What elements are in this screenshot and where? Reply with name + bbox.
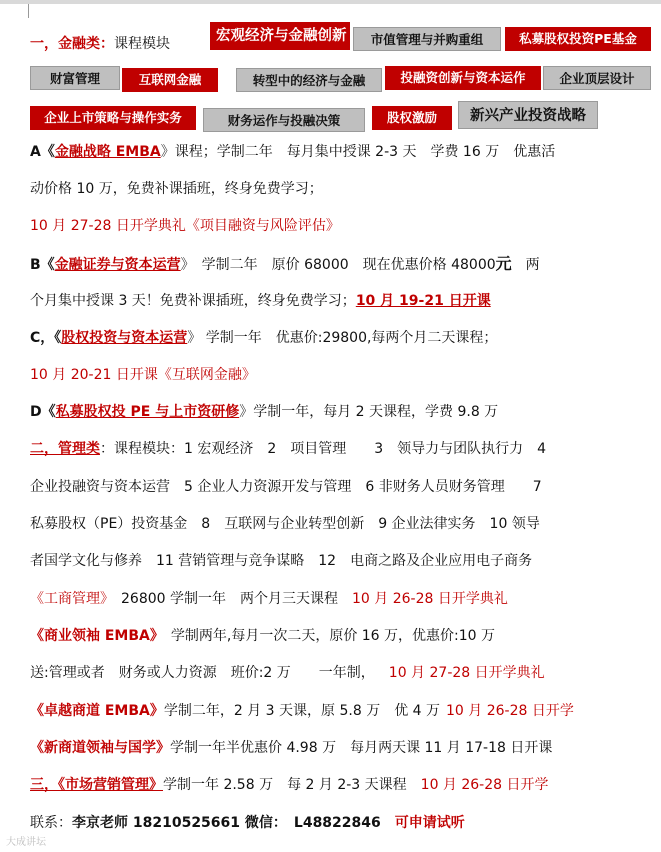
shangye-name: 《商业领袖 EMBA》 bbox=[30, 628, 157, 644]
tag-transition-economy: 转型中的经济与金融 bbox=[236, 68, 382, 92]
watermark: 大成讲坛 bbox=[6, 837, 46, 848]
xinshang-line bbox=[30, 737, 655, 759]
course-b-name: 金融证券与资本运营 bbox=[54, 257, 181, 273]
course-a-opening bbox=[30, 215, 655, 237]
section2-modules-4: 者国学文化与修养 11 营销管理与竞争谋略 12 电商之路及企业应用电子商务 bbox=[30, 553, 533, 569]
tag-emerging-industry: 新兴产业投资战略 bbox=[458, 101, 598, 129]
course-a-line1 bbox=[30, 141, 655, 163]
course-c-details: 》 学制一年 优惠价:29800,每两个月二天课程； bbox=[187, 330, 498, 346]
shangye-details-2: 送:管理或者 财务或人力资源 班价:2 万 一年制， bbox=[30, 665, 375, 681]
zhuoyue-opening: 10 月 26-28 日开学 bbox=[446, 703, 574, 719]
section3-line bbox=[30, 774, 655, 796]
contact-trial: 可申请试听 bbox=[394, 815, 465, 831]
course-c-line1 bbox=[30, 327, 655, 349]
gongshang-line bbox=[30, 588, 655, 610]
shangye-line1 bbox=[30, 625, 655, 647]
course-a-prefix: A《 bbox=[30, 144, 55, 160]
course-d-line1 bbox=[30, 401, 655, 423]
gongshang-opening: 10 月 26-28 日开学典礼 bbox=[352, 591, 508, 607]
course-a-details-2: 动价格 10 万，免费补课插班，终身免费学习； bbox=[30, 181, 323, 197]
shangye-opening: 10 月 27-28 日开学典礼 bbox=[388, 665, 545, 681]
section3-opening: 10 月 26-28 日开学 bbox=[420, 777, 549, 793]
gongshang-name: 《工商管理》 bbox=[30, 591, 107, 607]
gongshang-details: 26800 学制一年 两个月三天课程 bbox=[107, 591, 338, 607]
contact-label: 联系： bbox=[30, 815, 72, 831]
course-c-opening bbox=[30, 364, 655, 386]
tag-top-level-design: 企业顶层设计 bbox=[543, 66, 651, 90]
section3-details: 学制一年 2.58 万 每 2 月 2-3 天课程 bbox=[163, 777, 407, 793]
tag-internet-finance: 互联网金融 bbox=[122, 68, 218, 92]
course-c-opening-text: 10 月 20-21 日开课《互联网金融》 bbox=[30, 367, 256, 383]
tag-investment-innovation: 投融资创新与资本运作 bbox=[385, 66, 541, 90]
section2-line2 bbox=[30, 476, 655, 498]
page-top-border bbox=[0, 0, 661, 4]
section2-modules-2: 企业投融资与资本运营 5 企业人力资源开发与管理 6 非财务人员财务管理 7 bbox=[30, 479, 542, 495]
course-c-prefix: C，《 bbox=[30, 330, 62, 346]
tag-private-equity: 私募股权投资PE基金 bbox=[505, 27, 651, 51]
course-b-opening: 10 月 19-21 日开课 bbox=[355, 293, 491, 309]
section2-heading: 二，管理类 bbox=[30, 441, 100, 457]
course-a-line2 bbox=[30, 178, 655, 200]
section3-heading: 三，《市场营销管理》 bbox=[30, 777, 163, 793]
contact-line bbox=[30, 812, 655, 834]
course-b-line1 bbox=[30, 253, 655, 276]
section2-line1 bbox=[30, 438, 655, 460]
section2-modules-3: 私募股权（PE）投资基金 8 互联网与企业转型创新 9 企业法律实务 10 领导 bbox=[30, 516, 540, 532]
course-a-opening-text: 10 月 27-28 日开学典礼《项目融资与风险评估》 bbox=[30, 218, 340, 234]
course-a-name: 金融战略 EMBA bbox=[54, 144, 161, 160]
section2-line4 bbox=[30, 550, 655, 572]
course-b-tail: 两 bbox=[511, 257, 540, 273]
tag-macro-finance: 宏观经济与金融创新 bbox=[210, 22, 350, 50]
xinshang-name: 《新商道领袖与国学》 bbox=[30, 740, 170, 756]
course-d-name: 私募股权投 PE 与上市资研修 bbox=[55, 404, 240, 420]
contact-teacher: 李京老师 18210525661 微信： L48822846 bbox=[72, 815, 381, 831]
tag-ipo-strategy: 企业上市策略与操作实务 bbox=[30, 106, 196, 130]
course-b-line2 bbox=[30, 290, 655, 312]
xinshang-details: 学制一年半优惠价 4.98 万 每月两天课 11 月 17-18 日开课 bbox=[170, 740, 553, 756]
zhuoyue-name: 《卓越商道 EMBA》 bbox=[30, 703, 164, 719]
zhuoyue-line bbox=[30, 700, 655, 722]
course-d-details: 》学制一年，每月 2 天课程，学费 9.8 万 bbox=[239, 404, 499, 420]
tag-market-value: 市值管理与并购重组 bbox=[353, 27, 501, 51]
course-b-prefix: B《 bbox=[30, 257, 55, 273]
tag-equity-incentive: 股权激励 bbox=[372, 106, 452, 130]
course-c-name: 股权投资与资本运营 bbox=[61, 330, 188, 346]
course-b-unit: 元 bbox=[495, 254, 512, 273]
course-b-details: 》 学制二年 原价 68000 现在优惠价格 48000 bbox=[180, 257, 496, 273]
course-d-prefix: D《 bbox=[30, 404, 56, 420]
section1-heading: 一，金融类： bbox=[30, 36, 114, 52]
section1-intro: 课程模块 bbox=[114, 36, 170, 52]
course-b-details-2: 个月集中授课 3 天！免费补课插班，终身免费学习； bbox=[30, 293, 356, 309]
course-a-details: 》课程；学制二年 每月集中授课 2-3 天 学费 16 万 优惠活 bbox=[160, 144, 556, 160]
tag-finance-decision: 财务运作与投融决策 bbox=[203, 108, 365, 132]
section2-modules-1: ：课程模块：1 宏观经济 2 项目管理 3 领导力与团队执行力 4 bbox=[100, 441, 547, 457]
margin-corner-mark bbox=[28, 4, 29, 18]
zhuoyue-details: 学制二年，2 月 3 天课，原 5.8 万 优 4 万 bbox=[163, 703, 441, 719]
section2-line3 bbox=[30, 513, 655, 535]
tag-wealth-mgmt: 财富管理 bbox=[30, 66, 120, 90]
shangye-line2 bbox=[30, 662, 655, 684]
shangye-details: 学制两年,每月一次二天，原价 16 万，优惠价:10 万 bbox=[156, 628, 496, 644]
